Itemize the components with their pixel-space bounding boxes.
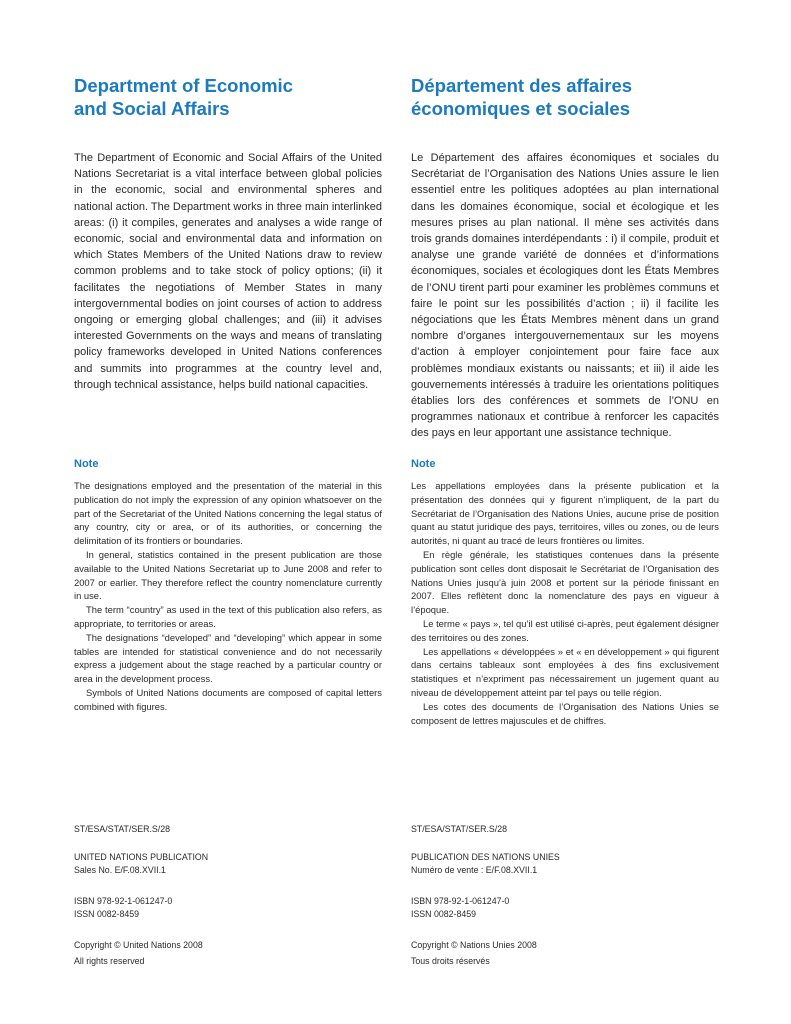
english-rights: All rights reserved — [74, 955, 145, 966]
french-copyright-block — [411, 939, 719, 968]
french-isbn-block — [411, 895, 719, 921]
french-rights: Tous droits réservés — [411, 955, 490, 966]
french-issn: ISSN 0082-8459 — [411, 908, 477, 919]
french-copyright: Copyright © Nations Unies 2008 — [411, 940, 537, 950]
french-isbn: ISBN 978-92-1-061247-0 — [411, 896, 510, 906]
french-note-paragraph: En règle générale, les statistiques contenues dans la présente publication sont celles dont disposait le Secrétariat de l’Organisation des Nations Unies jusqu’à juin 2008 et portent sur la période finissant en 2007. Elles reflètent donc la nomenclature des pays en vigueur à l’époque. — [411, 548, 719, 616]
french-sales-number: Numéro de vente : E/F.08.XVII.1 — [411, 864, 538, 875]
french-publication-block — [411, 851, 719, 877]
english-intro-paragraph: The Department of Economic and Social Affairs of the United Nations Secretariat is a vital interface between global policies in the economic, social and environmental spheres and national action. The Department works in three main interlinked areas: (i) it compiles, generates and analyses a wide range of economic, social and environmental data and information on which States Members of the United Nations draw to review common problems and to take stock of policy options; (ii) it facilitates the negotiations of Member States in many intergovernmental bodies on joint courses of action to address ongoing or emerging global challenges; and (iii) it advises interested Governments on the ways and means of translating policy frameworks developed in United Nations conferences and summits into programmes at the country level and, through technical assistance, helps build national capacities. — [74, 152, 382, 391]
english-publication-label: UNITED NATIONS PUBLICATION — [74, 852, 209, 862]
french-note-paragraph: Les cotes des documents de l’Organisation des Nations Unies se composent de lettres majuscules et de chiffres. — [411, 700, 719, 726]
french-document-symbol — [411, 823, 719, 836]
english-note-paragraph: The term “country” as used in the text of this publication also refers, as appropriate, to territories or areas. — [74, 604, 382, 629]
english-publication-block — [74, 851, 382, 877]
english-isbn: ISBN 978-92-1-061247-0 — [74, 896, 173, 906]
english-note-paragraph: The designations employed and the presentation of the material in this publication do not imply the expression of any opinion whatsoever on the part of the Secretariat of the United Nations concerning the legal status of any country, city or area, or of its authorities, or concerning the delimitation of its frontiers or boundaries. — [74, 480, 382, 547]
french-note-paragraph: Le terme « pays », tel qu’il est utilisé ci-après, peut également désigner des territoires ou des zones. — [411, 617, 719, 643]
english-note-paragraph: The designations “developed” and “developing” which appear in some tables are intended for statistical convenience and do not necessarily express a judgement about the stage reached by a particular country or area in the development process. — [74, 631, 382, 685]
french-intro-paragraph: Le Département des affaires économiques et sociales du Secrétariat de l’Organisation des Nations Unies assure le lien essentiel entre les politiques adoptées au plan international dans les domaines économique, social et écologique et les mesures prises au plan national. Il mène ses activités dans trois grands domaines interdépendants : i) il compile, produit et analyse une grande variété de données et d’informations économiques, sociales et écologiques dont les États Membres de l’ONU tirent parti pour examiner les problèmes communs et faire le point sur les possibilités d’action ; ii) il facilite les négociations que les États Membres mènent dans un grand nombre d’organes intergouvernementaux sur les moyens d’action à employer conjointement pour faire face aux problèmes mondiaux existants ou naissants; et iii) il aide les gouvernements intéressés à traduire les orientations politiques établies lors des conférences et sommets de l’ONU en programmes nationaux et contribue à renforcer les capacités des pays en leur apportant une assistance technique. — [411, 152, 719, 440]
english-isbn-block — [74, 895, 382, 921]
french-publication-label: PUBLICATION DES NATIONS UNIES — [411, 852, 560, 862]
french-department-heading: Département des affaires économiques et sociales — [411, 75, 633, 119]
english-department-heading: Department of Economic and Social Affairs — [74, 75, 293, 119]
english-copyright-block — [74, 939, 382, 968]
english-document-symbol — [74, 823, 382, 836]
french-note-paragraph: Les appellations employées dans la présente publication et la présentation des données qui y figurent n’impliquent, de la part du Secrétariat de l’Organisation des Nations Unies, aucune prise de position quant au statut juridique des pays, territoires, villes ou zones, ou de leurs autorités, ni quant au tracé de leurs frontières ou limites. — [411, 480, 719, 547]
english-issn: ISSN 0082-8459 — [74, 908, 140, 919]
english-note-body — [74, 479, 382, 714]
french-doc-symbol-text: ST/ESA/STAT/SER.S/28 — [411, 824, 507, 834]
english-note-heading: Note — [74, 458, 99, 470]
french-note-body — [411, 479, 719, 727]
english-copyright: Copyright © United Nations 2008 — [74, 940, 203, 950]
english-note-paragraph: Symbols of United Nations documents are composed of capital letters combined with figures. — [74, 686, 382, 712]
french-note-paragraph: Les appellations « développées » et « en développement » qui figurent dans certains tableaux sont employées à des fins exclusivement statistiques et n’expriment pas nécessairement un jugement quant au niveau de développement atteint par tel pays ou telle région. — [411, 645, 719, 698]
english-note-paragraph: In general, statistics contained in the present publication are those available to the United Nations Secretariat up to June 2008 and refer to 2007 or earlier. They therefore reflect the country nomenclature currently in use. — [74, 548, 382, 602]
english-sales-number: Sales No. E/F.08.XVII.1 — [74, 864, 166, 875]
french-note-heading: Note — [411, 458, 436, 470]
english-doc-symbol-text: ST/ESA/STAT/SER.S/28 — [74, 824, 170, 834]
